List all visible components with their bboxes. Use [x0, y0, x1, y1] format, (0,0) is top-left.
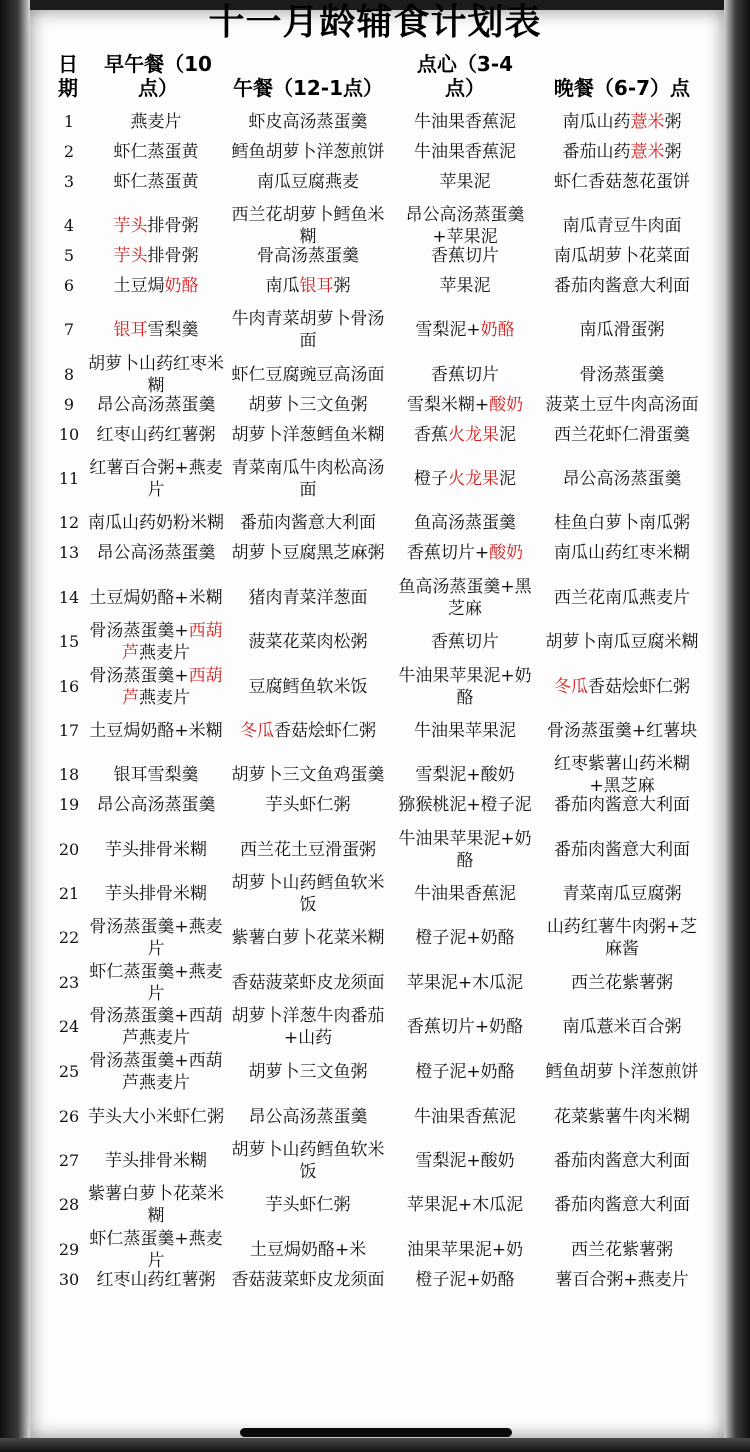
meal-text: 牛油果苹果泥: [414, 721, 516, 741]
meal-text: 苹果泥+木瓜泥: [406, 973, 524, 993]
day-number: 29: [58, 1240, 80, 1259]
header-dinner: 晚餐（6-7）点: [553, 76, 691, 100]
meal-text: 胡萝卜南瓜豆腐米糊: [545, 632, 699, 652]
meal-text: 骨汤蒸蛋羹+红薯块: [546, 721, 698, 741]
meal-text: 香菇菠菜虾皮龙须面: [231, 973, 385, 993]
table-row: [0, 1050, 750, 1094]
lunch-cell: [226, 308, 390, 352]
meal-text: 昂公高汤蒸蛋羹: [96, 395, 216, 415]
day-number: 4: [63, 216, 75, 235]
day-number: 26: [58, 1107, 80, 1126]
dinner-cell: [540, 413, 704, 457]
meal-text: 香菇菠菜虾皮龙须面: [231, 1270, 385, 1290]
day-number: 1: [63, 112, 75, 131]
breakfast-cell: [88, 308, 224, 352]
table-row: [0, 531, 750, 575]
home-indicator[interactable]: [240, 1428, 512, 1437]
highlighted-ingredient: 冬瓜: [554, 677, 588, 697]
meal-text: 薯百合粥+燕麦片: [555, 1270, 689, 1290]
day-number: 24: [58, 1017, 80, 1036]
lunch-cell: [226, 576, 390, 620]
highlighted-ingredient: 火龙果: [448, 425, 499, 445]
snack-cell: [392, 1095, 538, 1139]
table-row: [0, 1258, 750, 1302]
breakfast-cell: [88, 1139, 224, 1183]
header-lunch: 午餐（12-1点）: [232, 76, 384, 100]
meal-text: 香蕉切片: [431, 365, 499, 385]
meal-text: 虾皮高汤蒸蛋羹: [248, 112, 368, 132]
lunch-cell: [226, 1258, 390, 1302]
meal-text: 香菇烩虾仁粥: [274, 721, 376, 741]
meal-text: 菠菜花菜肉松粥: [248, 632, 368, 652]
day-number: 28: [58, 1195, 80, 1214]
breakfast-cell: [88, 872, 224, 916]
meal-text: 骨汤蒸蛋羹+燕麦片: [89, 917, 223, 959]
table-row: [0, 457, 750, 501]
header-breakfast: 早午餐（10点）: [104, 52, 212, 100]
snack-cell: [392, 828, 538, 872]
table-row: [0, 1095, 750, 1139]
table-row: [0, 1139, 750, 1183]
table-row: [0, 264, 750, 308]
highlighted-ingredient: 薏米: [630, 112, 665, 132]
breakfast-cell: [88, 961, 224, 1005]
table-row: [0, 783, 750, 827]
breakfast-cell: [88, 160, 224, 204]
meal-text: 南瓜胡萝卜花菜面: [554, 246, 690, 266]
meal-text: 粥: [664, 112, 682, 132]
lunch-cell: [226, 413, 390, 457]
meal-text: 香蕉切片: [431, 632, 499, 652]
meal-text: 鳕鱼胡萝卜洋葱煎饼: [545, 1062, 699, 1082]
breakfast-cell: [88, 1050, 224, 1094]
day-number: 11: [58, 469, 80, 488]
meal-text: 番茄肉酱意大利面: [554, 1195, 690, 1215]
day-number: 23: [58, 973, 80, 992]
meal-text: 虾仁蒸蛋黄: [113, 172, 199, 192]
breakfast-cell: [88, 1095, 224, 1139]
breakfast-cell: [88, 576, 224, 620]
snack-cell: [392, 620, 538, 664]
table-row: [0, 872, 750, 916]
highlighted-ingredient: 芋头: [113, 246, 148, 266]
page-title: 十一月龄辅食计划表: [208, 2, 542, 43]
meal-text: 胡萝卜洋葱牛肉番茄+山药: [231, 1006, 385, 1048]
meal-text: 泥: [499, 469, 516, 489]
dinner-cell: [540, 1139, 704, 1183]
meal-text: 骨高汤蒸蛋羹: [257, 246, 359, 266]
meal-text: 番茄肉酱意大利面: [240, 513, 376, 533]
day-number: 25: [58, 1062, 80, 1081]
day-number: 27: [58, 1151, 80, 1170]
meal-text: 燕麦片: [130, 112, 182, 132]
meal-text: 昂公高汤蒸蛋羹: [96, 795, 216, 815]
snack-cell: [392, 1050, 538, 1094]
lunch-cell: [226, 709, 390, 753]
dinner-cell: [540, 1005, 704, 1049]
meal-text: 胡萝卜山药鳕鱼软米饭: [231, 873, 385, 915]
snack-cell: [392, 665, 538, 709]
dinner-cell: [540, 916, 704, 960]
meal-text: 南瓜薏米百合粥: [562, 1017, 682, 1037]
table-row: [0, 916, 750, 960]
meal-text: 桂鱼白萝卜南瓜粥: [554, 513, 690, 533]
snack-cell: [392, 1258, 538, 1302]
dinner-cell: [540, 531, 704, 575]
breakfast-cell: [88, 1005, 224, 1049]
snack-cell: [392, 413, 538, 457]
lunch-cell: [226, 665, 390, 709]
day-number: 20: [58, 840, 80, 859]
meal-text: 燕麦片: [139, 688, 190, 708]
meal-text: 南瓜山药红枣米糊: [554, 543, 690, 563]
meal-text: 胡萝卜洋葱鳕鱼米糊: [231, 425, 385, 445]
breakfast-cell: [88, 531, 224, 575]
meal-text: 苹果泥: [439, 276, 491, 296]
meal-text: 骨汤蒸蛋羹: [579, 365, 665, 385]
table-row: [0, 1183, 750, 1227]
breakfast-cell: [88, 457, 224, 501]
lunch-cell: [226, 264, 390, 308]
table-row: [0, 1005, 750, 1049]
meal-text: 胡萝卜豆腐黑芝麻粥: [231, 543, 385, 563]
day-number: 8: [63, 365, 75, 384]
table-row: [0, 620, 750, 664]
meal-text: 猪肉青菜洋葱面: [248, 588, 368, 608]
highlighted-ingredient: 西葫芦: [122, 621, 223, 663]
day-number: 21: [58, 884, 80, 903]
meal-text: 芋头虾仁粥: [265, 795, 351, 815]
meal-text: 西兰花虾仁滑蛋羹: [554, 425, 690, 445]
highlighted-ingredient: 冬瓜: [240, 721, 274, 741]
meal-text: 香蕉切片: [431, 246, 499, 266]
meal-text: 雪梨泥+酸奶: [415, 765, 515, 785]
meal-text: 芋头排骨米糊: [105, 884, 207, 904]
day-number: 6: [63, 276, 75, 295]
meal-text: 牛油果香蕉泥: [414, 1107, 516, 1127]
day-number: 5: [63, 246, 75, 265]
meal-text: 油果苹果泥+奶: [406, 1240, 524, 1260]
lunch-cell: [226, 961, 390, 1005]
meal-text: 土豆焗: [113, 276, 165, 296]
meal-text: 鱼高汤蒸蛋羹+黑芝麻: [398, 577, 532, 619]
day-number: 19: [58, 795, 80, 814]
meal-text: 牛油果香蕉泥: [414, 884, 516, 904]
meal-text: 骨汤蒸蛋羹+: [89, 621, 189, 641]
meal-text: 雪梨羹: [147, 320, 199, 340]
day-number: 7: [63, 320, 75, 339]
breakfast-cell: [88, 709, 224, 753]
header-snack: 点心（3-4点）: [416, 52, 514, 100]
lunch-cell: [226, 1050, 390, 1094]
meal-text: 南瓜滑蛋粥: [579, 320, 665, 340]
meal-text: 昂公高汤蒸蛋羹: [96, 543, 216, 563]
meal-text: 橙子: [414, 469, 448, 489]
meal-text: 豆腐鳕鱼软米饭: [248, 677, 368, 697]
meal-text: 虾仁豆腐豌豆高汤面: [231, 365, 385, 385]
day-number: 2: [63, 142, 75, 161]
meal-text: 香蕉: [414, 425, 448, 445]
meal-text: 昂公高汤蒸蛋羹: [248, 1107, 368, 1127]
highlighted-ingredient: 酸奶: [489, 543, 524, 563]
lunch-cell: [226, 160, 390, 204]
meal-text: 番茄肉酱意大利面: [554, 276, 690, 296]
meal-text: 西兰花胡萝卜鳕鱼米糊: [231, 205, 385, 247]
meal-text: 青菜南瓜牛肉松高汤面: [231, 458, 385, 500]
day-number: 22: [58, 928, 80, 947]
meal-text: 苹果泥: [439, 172, 491, 192]
dinner-cell: [540, 1183, 704, 1227]
snack-cell: [392, 872, 538, 916]
breakfast-cell: [88, 1258, 224, 1302]
highlighted-ingredient: 奶酪: [164, 276, 199, 296]
day-number: 17: [58, 721, 80, 740]
table-row: [0, 709, 750, 753]
breakfast-cell: [88, 1183, 224, 1227]
lunch-cell: [226, 531, 390, 575]
snack-cell: [392, 783, 538, 827]
snack-cell: [392, 916, 538, 960]
dinner-cell: [540, 709, 704, 753]
meal-text: 橙子泥+奶酪: [415, 928, 515, 948]
dinner-cell: [540, 457, 704, 501]
breakfast-cell: [88, 916, 224, 960]
table-row: [0, 160, 750, 204]
meal-text: 排骨粥: [147, 246, 199, 266]
meal-text: 牛肉青菜胡萝卜骨汤面: [231, 309, 385, 351]
meal-text: 菠菜土豆牛肉高汤面: [545, 395, 699, 415]
snack-cell: [392, 457, 538, 501]
meal-text: 番茄肉酱意大利面: [554, 795, 690, 815]
meal-text: 苹果泥+木瓜泥: [406, 1195, 524, 1215]
meal-text: 番茄肉酱意大利面: [554, 1151, 690, 1171]
snack-cell: [392, 961, 538, 1005]
breakfast-cell: [88, 620, 224, 664]
dinner-cell: [540, 160, 704, 204]
meal-text: 虾仁香菇葱花蛋饼: [554, 172, 690, 192]
meal-text: 骨汤蒸蛋羹+西葫芦燕麦片: [89, 1051, 223, 1093]
day-number: 3: [63, 172, 75, 191]
meal-text: 雪梨米糊+: [406, 395, 490, 415]
meal-text: 土豆焗奶酪+米: [249, 1240, 367, 1260]
snack-cell: [392, 1183, 538, 1227]
day-number: 18: [58, 765, 80, 784]
breakfast-cell: [88, 413, 224, 457]
meal-text: 骨汤蒸蛋羹+西葫芦燕麦片: [89, 1006, 223, 1048]
highlighted-ingredient: 薏米: [630, 142, 665, 162]
meal-text: 香蕉切片+: [406, 543, 490, 563]
meal-text: 牛油果香蕉泥: [414, 142, 516, 162]
lunch-cell: [226, 1005, 390, 1049]
header-day: 日期: [58, 52, 78, 100]
meal-text: 橙子泥+奶酪: [415, 1270, 515, 1290]
highlighted-ingredient: 奶酪: [480, 320, 515, 340]
highlighted-ingredient: 银耳: [299, 276, 334, 296]
meal-text: 雪梨泥+酸奶: [415, 1151, 515, 1171]
meal-text: 雪梨泥+: [415, 320, 481, 340]
snack-cell: [392, 576, 538, 620]
snack-cell: [392, 264, 538, 308]
lunch-cell: [226, 783, 390, 827]
breakfast-cell: [88, 783, 224, 827]
meal-text: 鱼高汤蒸蛋羹: [414, 513, 516, 533]
meal-text: 南瓜豆腐燕麦: [257, 172, 359, 192]
table-row: [0, 413, 750, 457]
snack-cell: [392, 709, 538, 753]
meal-text: 番茄山药: [562, 142, 631, 162]
day-number: 10: [58, 425, 80, 444]
table-row: [0, 308, 750, 352]
meal-text: 牛油果苹果泥+奶酪: [398, 829, 532, 871]
meal-text: 西兰花南瓜燕麦片: [554, 588, 690, 608]
snack-cell: [392, 1139, 538, 1183]
meal-text: 泥: [499, 425, 516, 445]
dinner-cell: [540, 872, 704, 916]
meal-text: 西兰花土豆滑蛋粥: [240, 840, 376, 860]
day-number: 13: [58, 543, 80, 562]
highlighted-ingredient: 芋头: [113, 216, 148, 236]
meal-text: 粥: [333, 276, 351, 296]
highlighted-ingredient: 火龙果: [448, 469, 499, 489]
meal-text: 南瓜青豆牛肉面: [562, 216, 682, 236]
bottom-edge: [0, 1438, 750, 1452]
dinner-cell: [540, 1050, 704, 1094]
day-number: 15: [58, 632, 80, 651]
meal-text: 芋头排骨米糊: [105, 1151, 207, 1171]
lunch-cell: [226, 620, 390, 664]
breakfast-cell: [88, 828, 224, 872]
meal-text: 土豆焗奶酪+米糊: [89, 588, 223, 608]
meal-text: 胡萝卜山药红枣米糊: [88, 354, 224, 396]
meal-text: 香蕉切片+奶酪: [406, 1017, 524, 1037]
meal-text: 红枣紫薯山药米糊+黑芝麻: [554, 754, 690, 796]
meal-text: 番茄肉酱意大利面: [554, 840, 690, 860]
meal-text: 胡萝卜山药鳕鱼软米饭: [231, 1140, 385, 1182]
meal-text: 牛油果苹果泥+奶酪: [398, 666, 532, 708]
lunch-cell: [226, 872, 390, 916]
meal-text: 红薯百合粥+燕麦片: [89, 458, 223, 500]
meal-text: 燕麦片: [139, 643, 190, 663]
meal-text: 山药红薯牛肉粥+芝麻酱: [546, 917, 698, 959]
table-row: [0, 828, 750, 872]
dinner-cell: [540, 576, 704, 620]
meal-text: 青菜南瓜豆腐粥: [562, 884, 682, 904]
day-number: 30: [58, 1270, 80, 1289]
highlighted-ingredient: 酸奶: [489, 395, 524, 415]
meal-text: 粥: [664, 142, 682, 162]
meal-text: 胡萝卜三文鱼鸡蛋羹: [231, 765, 385, 785]
day-number: 9: [63, 395, 75, 414]
day-number: 16: [58, 677, 80, 696]
day-number: 12: [58, 513, 80, 532]
highlighted-ingredient: 银耳: [113, 320, 148, 340]
lunch-cell: [226, 1095, 390, 1139]
breakfast-cell: [88, 665, 224, 709]
table-row: [0, 576, 750, 620]
meal-text: 紫薯白萝卜花菜米糊: [88, 1184, 224, 1226]
snack-cell: [392, 531, 538, 575]
lunch-cell: [226, 828, 390, 872]
table-row: [0, 961, 750, 1005]
meal-text: 红枣山药红薯粥: [96, 1270, 216, 1290]
meal-text: 红枣山药红薯粥: [96, 425, 216, 445]
dinner-cell: [540, 665, 704, 709]
lunch-cell: [226, 1139, 390, 1183]
meal-text: 昂公高汤蒸蛋羹+苹果泥: [405, 205, 525, 247]
meal-text: 南瓜山药奶粉米糊: [88, 513, 224, 533]
meal-text: 虾仁蒸蛋羹+燕麦片: [89, 962, 223, 1004]
dinner-cell: [540, 783, 704, 827]
snack-cell: [392, 1005, 538, 1049]
dinner-cell: [540, 620, 704, 664]
meal-text: 胡萝卜三文鱼粥: [248, 1062, 368, 1082]
meal-text: 胡萝卜三文鱼粥: [248, 395, 368, 415]
meal-text: 紫薯白萝卜花菜米糊: [231, 928, 385, 948]
highlighted-ingredient: 西葫芦: [122, 666, 223, 708]
meal-text: 骨汤蒸蛋羹+: [89, 666, 189, 686]
meal-text: 西兰花紫薯粥: [571, 1240, 673, 1260]
meal-text: 南瓜: [265, 276, 300, 296]
meal-text: 排骨粥: [147, 216, 199, 236]
meal-text: 西兰花紫薯粥: [571, 973, 673, 993]
meal-text: 虾仁蒸蛋羹+燕麦片: [89, 1229, 223, 1271]
day-number: 14: [58, 588, 80, 607]
meal-text: 银耳雪梨羹: [113, 765, 199, 785]
meal-text: 香菇烩虾仁粥: [588, 677, 690, 697]
meal-text: 猕猴桃泥+橙子泥: [398, 795, 532, 815]
table-row: [0, 665, 750, 709]
meal-text: 鳕鱼胡萝卜洋葱煎饼: [231, 142, 385, 162]
lunch-cell: [226, 457, 390, 501]
lunch-cell: [226, 916, 390, 960]
dinner-cell: [540, 264, 704, 308]
meal-text: 花菜紫薯牛肉米糊: [554, 1107, 690, 1127]
meal-text: 橙子泥+奶酪: [415, 1062, 515, 1082]
meal-text: 芋头虾仁粥: [265, 1195, 351, 1215]
meal-text: 牛油果香蕉泥: [414, 112, 516, 132]
snack-cell: [392, 160, 538, 204]
dinner-cell: [540, 961, 704, 1005]
meal-text: 虾仁蒸蛋黄: [113, 142, 199, 162]
dinner-cell: [540, 1095, 704, 1139]
meal-text: 土豆焗奶酪+米糊: [89, 721, 223, 741]
snack-cell: [392, 308, 538, 352]
dinner-cell: [540, 308, 704, 352]
dinner-cell: [540, 828, 704, 872]
meal-text: 昂公高汤蒸蛋羹: [562, 469, 682, 489]
breakfast-cell: [88, 264, 224, 308]
meal-text: 芋头排骨米糊: [105, 840, 207, 860]
lunch-cell: [226, 1183, 390, 1227]
meal-text: 芋头大小米虾仁粥: [88, 1107, 224, 1127]
meal-text: 南瓜山药: [562, 112, 631, 132]
dinner-cell: [540, 1258, 704, 1302]
